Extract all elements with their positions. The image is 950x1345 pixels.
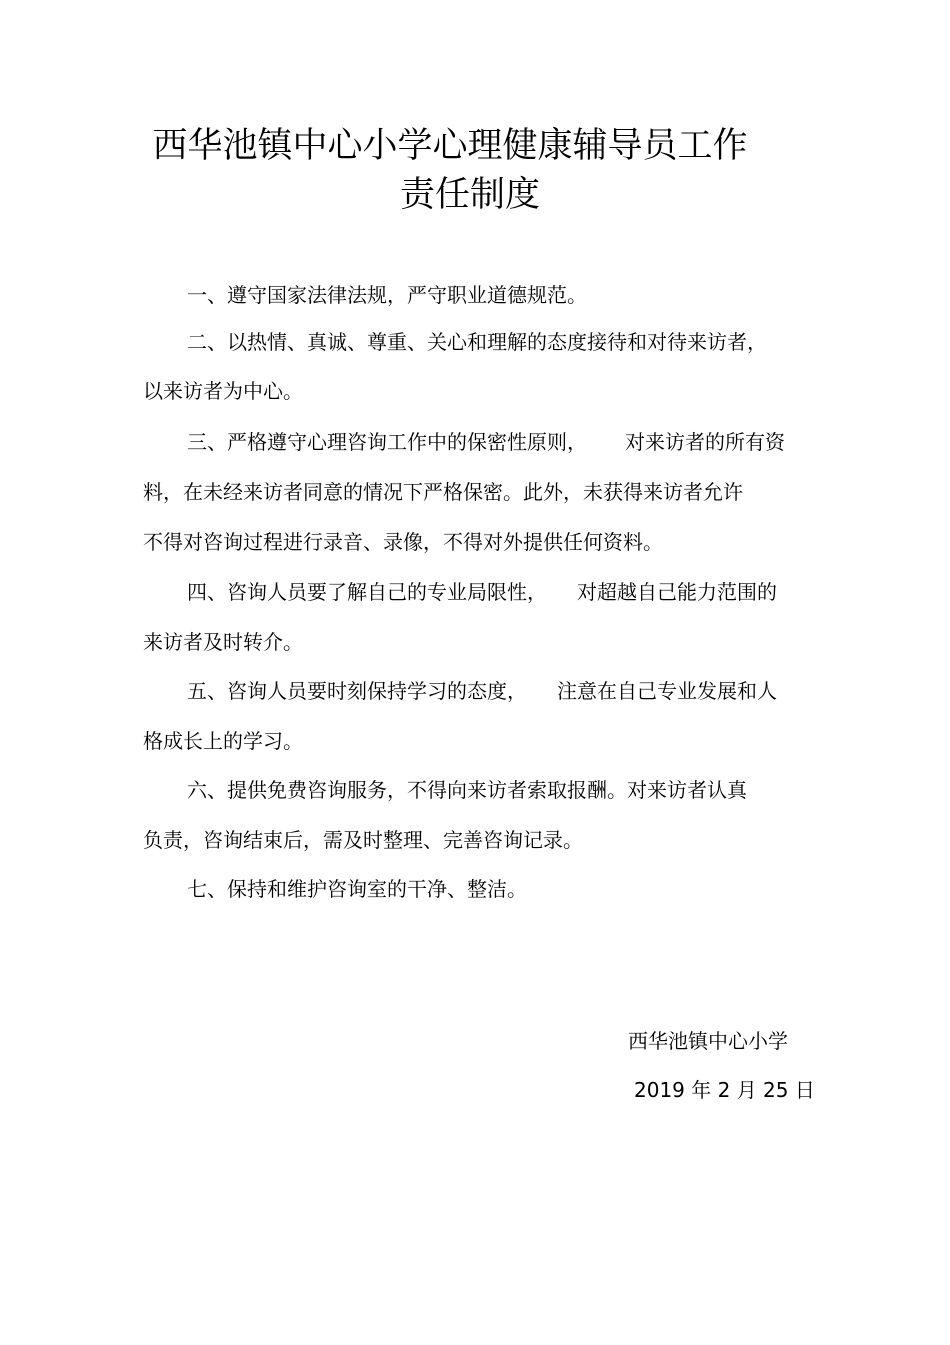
rule-3-line-1-part-2: 对来访者的所有资 — [625, 430, 785, 454]
document-title-line-1: 西华池镇中心小学心理健康辅导员工作 — [152, 126, 748, 166]
rule-3-line-3: 不得对咨询过程进行录音、录像，不得对外提供任何资料。 — [143, 530, 663, 554]
rule-3-line-1-part-1: 三、严格遵守心理咨询工作中的保密性原则， — [187, 430, 587, 454]
rule-1: 一、遵守国家法律法规，严守职业道德规范。 — [187, 283, 587, 307]
rule-2-line-2: 以来访者为中心。 — [143, 379, 303, 403]
rule-5-line-2: 格成长上的学习。 — [143, 729, 303, 753]
rule-4-line-1-part-1: 四、咨询人员要了解自己的专业局限性， — [187, 580, 547, 604]
rule-3-line-2: 料，在未经来访者同意的情况下严格保密。此外，未获得来访者允许 — [143, 480, 743, 504]
rule-6-line-1: 六、提供免费咨询服务，不得向来访者索取报酬。对来访者认真 — [187, 778, 747, 802]
signature-school: 西华池镇中心小学 — [628, 1029, 788, 1053]
rule-4-line-1-part-2: 对超越自己能力范围的 — [577, 580, 777, 604]
rule-7: 七、保持和维护咨询室的干净、整洁。 — [187, 877, 527, 901]
signature-date: 2019 年 2 月 25 日 — [634, 1078, 815, 1102]
rule-4-line-2: 来访者及时转介。 — [143, 630, 303, 654]
rule-2-line-1: 二、以热情、真诚、尊重、关心和理解的态度接待和对待来访者， — [187, 330, 767, 354]
rule-3-line-1 — [187, 429, 785, 455]
rule-5-line-1-part-1: 五、咨询人员要时刻保持学习的态度， — [187, 679, 527, 703]
rule-4-line-1 — [187, 579, 777, 605]
rule-5-line-1-part-2: 注意在自己专业发展和人 — [557, 679, 777, 703]
document-title-line-2: 责任制度 — [399, 175, 540, 215]
rule-5-line-1 — [187, 678, 777, 704]
rule-6-line-2: 负责，咨询结束后，需及时整理、完善咨询记录。 — [143, 828, 583, 852]
